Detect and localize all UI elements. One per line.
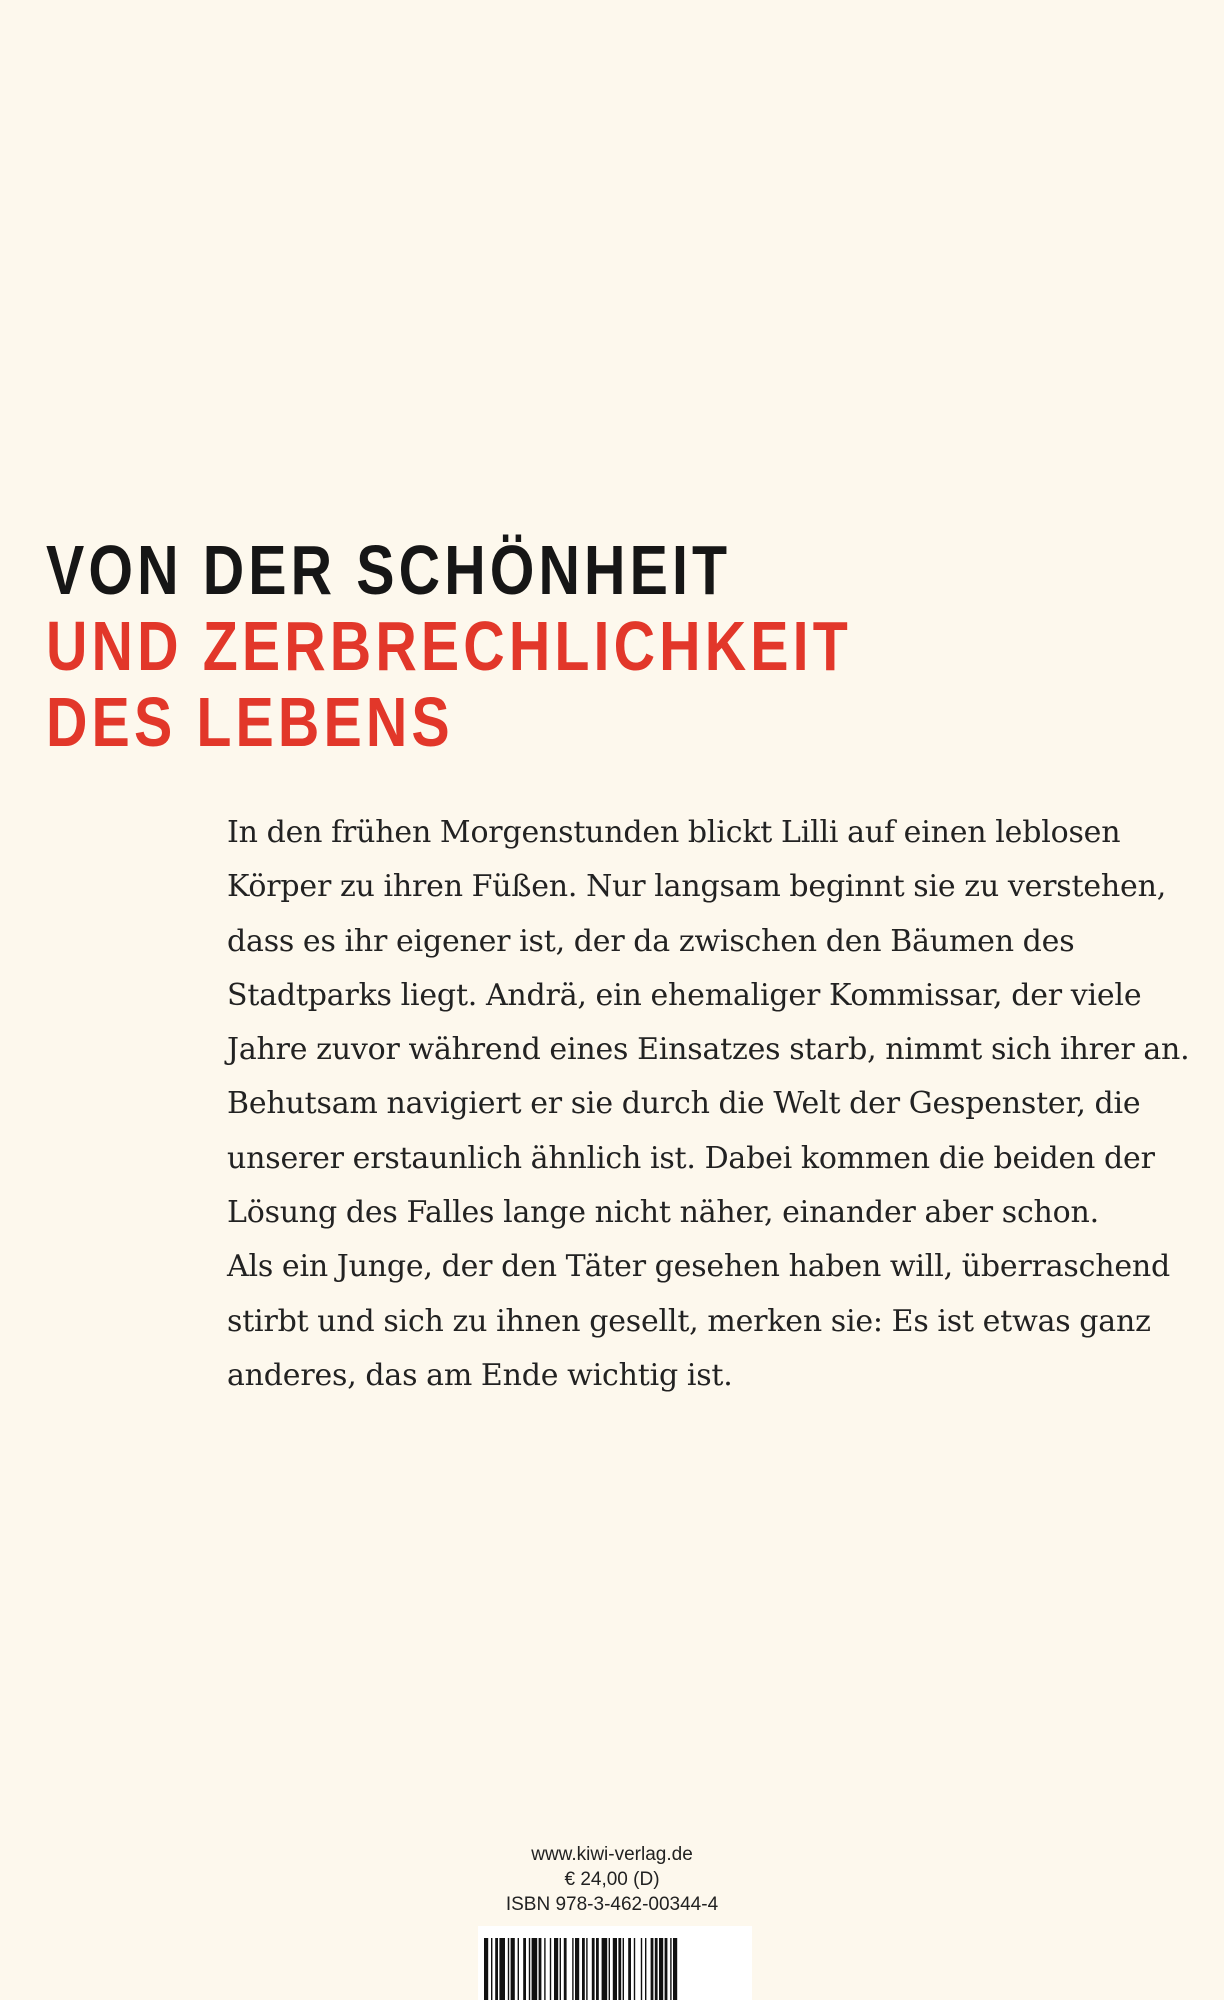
barcode-bar bbox=[582, 1938, 585, 2000]
barcode-bar bbox=[602, 1938, 608, 2000]
barcode-icon bbox=[484, 1938, 746, 2000]
barcode-bar bbox=[491, 1938, 492, 2000]
barcode-bar bbox=[586, 1938, 587, 2000]
barcode-bar bbox=[641, 1938, 642, 2000]
barcode-bar bbox=[554, 1938, 558, 2000]
barcode-bar bbox=[645, 1938, 646, 2000]
barcode-bar bbox=[609, 1938, 610, 2000]
blurb-line: stirbt und sich zu ihnen gesellt, merken sie: Es ist etwas ganz bbox=[227, 1303, 1151, 1339]
publisher-website: www.kiwi-verlag.de bbox=[531, 1844, 693, 1865]
barcode-bar bbox=[592, 1938, 595, 2000]
barcode-bar bbox=[532, 1938, 538, 2000]
blurb-line: Behutsam navigiert er sie durch die Welt der Gespenster, die bbox=[227, 1086, 1141, 1122]
barcode-bar bbox=[659, 1938, 663, 2000]
barcode-bar bbox=[613, 1938, 617, 2000]
barcode-bar bbox=[495, 1938, 498, 2000]
headline bbox=[46, 532, 852, 760]
barcode-bar bbox=[560, 1938, 561, 2000]
headline-line-1: VON DER SCHÖNHEIT bbox=[46, 531, 732, 609]
barcode-bar bbox=[511, 1938, 515, 2000]
blurb-line: unserer erstaunlich ähnlich ist. Dabei kommen die beiden der bbox=[227, 1140, 1155, 1176]
blurb-line: dass es ihr eigener ist, der da zwischen den Bäumen des bbox=[227, 923, 1075, 959]
barcode-bar bbox=[618, 1938, 621, 2000]
barcode-bar bbox=[564, 1938, 567, 2000]
barcode-bar bbox=[623, 1938, 624, 2000]
blurb-line: Stadtparks liegt. Andrä, ein ehemaliger Kommissar, der viele bbox=[227, 977, 1142, 1013]
isbn: ISBN 978-3-462-00344-4 bbox=[505, 1894, 719, 1915]
barcode-bar bbox=[544, 1938, 545, 2000]
blurb-line: Als ein Junge, der den Täter gesehen haben will, überraschend bbox=[227, 1249, 1171, 1285]
barcode-bar bbox=[499, 1938, 505, 2000]
barcode-bar bbox=[523, 1938, 526, 2000]
headline-line-3: DES LEBENS bbox=[46, 683, 454, 761]
blurb-line: In den frühen Morgenstunden blickt Lilli auf einen leblosen bbox=[227, 815, 1121, 850]
barcode-bar bbox=[518, 1938, 519, 2000]
barcode-bar bbox=[529, 1938, 530, 2000]
barcode-bar bbox=[665, 1938, 668, 2000]
blurb-line: Körper zu ihren Füßen. Nur langsam beginnt sie zu verstehen, bbox=[227, 869, 1167, 905]
barcode-bar bbox=[596, 1938, 599, 2000]
barcode-bar bbox=[673, 1938, 677, 2000]
headline-line-2: UND ZERBRECHLICHKEIT bbox=[46, 607, 852, 685]
blurb-line: anderes, das am Ende wichtig ist. bbox=[227, 1357, 733, 1393]
barcode-bar bbox=[651, 1938, 654, 2000]
barcode-bar bbox=[655, 1938, 658, 2000]
barcode-bar bbox=[508, 1938, 509, 2000]
barcode-bar bbox=[550, 1938, 551, 2000]
barcode-bar bbox=[484, 1938, 488, 2000]
barcode-bar bbox=[572, 1938, 573, 2000]
barcode-bar bbox=[539, 1938, 542, 2000]
barcode-bar bbox=[634, 1938, 635, 2000]
barcode-bar bbox=[575, 1938, 579, 2000]
barcode-panel bbox=[478, 1926, 752, 2000]
blurb-line: Jahre zuvor während eines Einsatzes starb, nimmt sich ihrer an. bbox=[227, 1032, 1190, 1068]
blurb-line: Lösung des Falles lange nicht näher, einander aber schon. bbox=[227, 1195, 1099, 1231]
barcode-bar bbox=[628, 1938, 631, 2000]
blurb-text bbox=[227, 806, 1190, 1403]
barcode-bar bbox=[670, 1938, 671, 2000]
imprint bbox=[0, 1842, 1224, 1917]
price: € 24,00 (D) bbox=[564, 1869, 660, 1890]
